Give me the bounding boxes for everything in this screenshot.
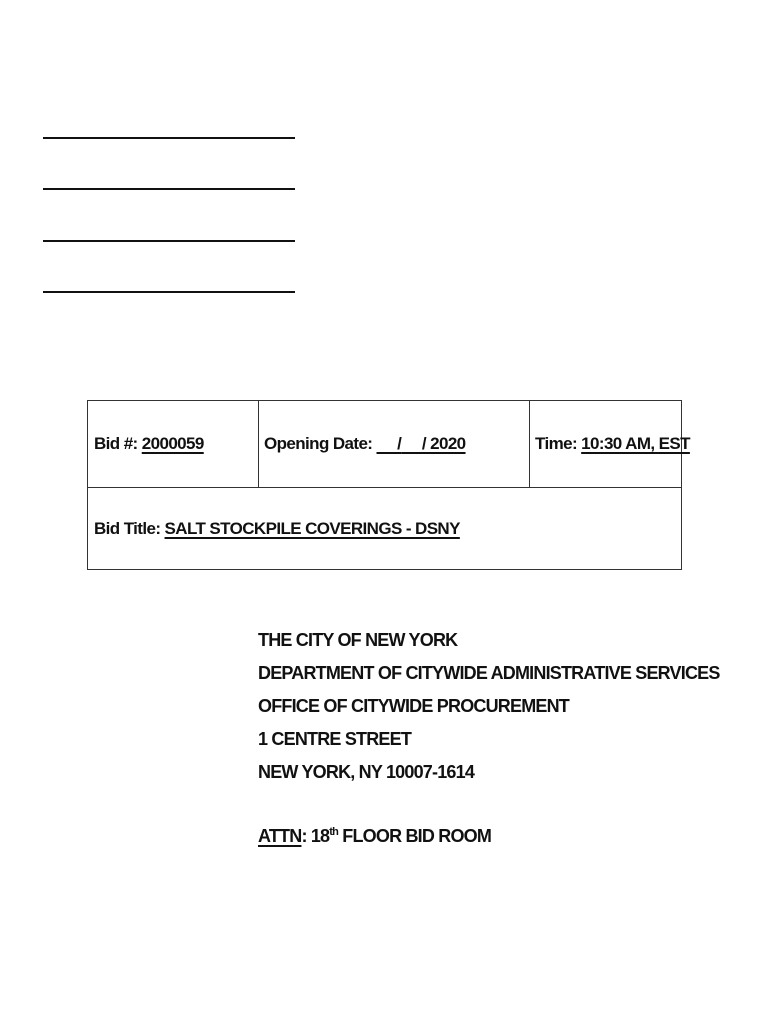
- bid-box-divider-1: [258, 401, 259, 487]
- return-address-line-2: [43, 188, 295, 190]
- opening-date-day-year-blank: / 2020: [401, 434, 466, 453]
- return-address-line-1: [43, 137, 295, 139]
- address-line-street: 1 CENTRE STREET: [258, 729, 412, 749]
- mailing-address: [258, 624, 720, 853]
- attn-label: ATTN: [258, 826, 302, 846]
- attn-floor-suffix: th: [329, 826, 339, 838]
- opening-time-label: Time:: [535, 434, 578, 453]
- bid-number-label: Bid #:: [94, 434, 138, 453]
- opening-time-value: 10:30 AM, EST: [581, 434, 690, 453]
- address-line-department: DEPARTMENT OF CITYWIDE ADMINISTRATIVE SERVICES: [258, 663, 720, 683]
- return-address-line-4: [43, 291, 295, 293]
- opening-date-label: Opening Date:: [264, 434, 373, 453]
- bid-title-value: SALT STOCKPILE COVERINGS - DSNY: [164, 519, 460, 538]
- return-address-line-3: [43, 240, 295, 242]
- opening-date: [264, 434, 466, 454]
- address-line-city: THE CITY OF NEW YORK: [258, 630, 458, 650]
- bid-box-divider-2: [529, 401, 530, 487]
- bid-title: [94, 519, 460, 539]
- bid-info-box: [87, 400, 690, 570]
- address-line-city-state-zip: NEW YORK, NY 10007-1614: [258, 762, 475, 782]
- bid-number: [94, 434, 204, 454]
- bid-number-value: 2000059: [141, 434, 204, 453]
- attn-floor: : 18: [301, 826, 330, 846]
- bid-title-label: Bid Title:: [94, 519, 161, 538]
- opening-time: [535, 434, 690, 454]
- bid-box-row-divider: [88, 487, 681, 488]
- address-line-office: OFFICE OF CITYWIDE PROCUREMENT: [258, 696, 569, 716]
- attn-room: FLOOR BID ROOM: [338, 826, 492, 846]
- attention-line: [258, 820, 720, 853]
- opening-date-month-blank: /: [376, 434, 402, 453]
